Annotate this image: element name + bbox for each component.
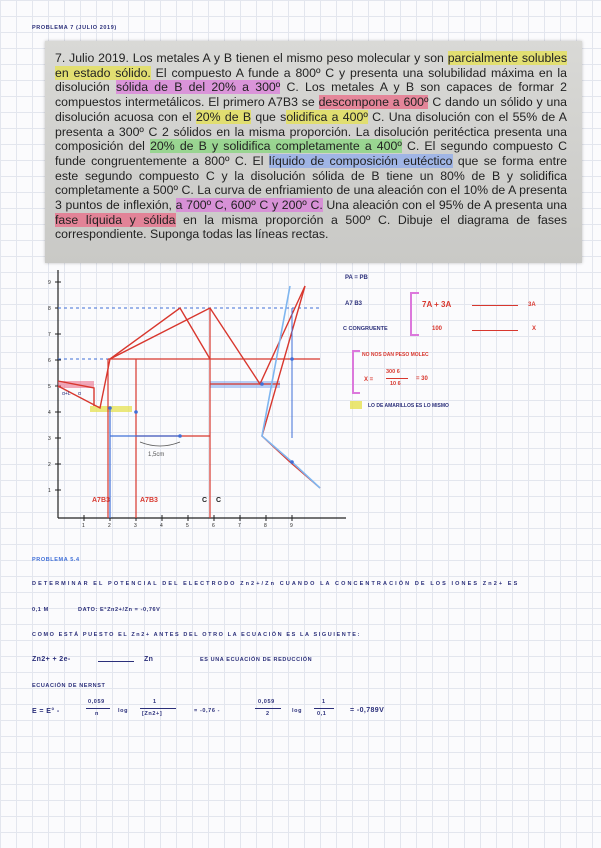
highlight-eutectic: líquido de composición eutéctico <box>268 153 453 168</box>
bracket-label: 1,5cm <box>148 452 165 458</box>
x-ticks <box>82 515 293 528</box>
y-tick-label: 3 <box>48 436 51 442</box>
step-frac-bar <box>314 708 334 709</box>
problem-text-part: C dando un sólido y una disolución acuosa con el <box>55 95 568 124</box>
y-tick-label: 7 <box>48 332 51 338</box>
x-tick-label: 4 <box>160 523 163 528</box>
region-alpha-label: α+L <box>62 391 71 397</box>
problem54-line1: DETERMINAR EL POTENCIAL DEL ELECTRODO Zn2+/Zn CUANDO LA CONCENTRACIÓN DE LOS IONES Zn2+ ES <box>32 581 520 587</box>
problem-text-part: El compuesto A funde a 800º C y presenta una solubilidad máxima en la disolución <box>55 65 568 95</box>
problem-text-part: C. Una disolución con el 55% de A presenta a 300º C 2 sólidos en la misma proporción. La disolución peritéctica presenta una composición del <box>55 109 567 154</box>
label-a7b3-2: A7B3 <box>140 497 158 504</box>
note-x: X <box>532 326 537 332</box>
x-tick-label: 9 <box>290 523 293 528</box>
note-x-eq: X = <box>364 377 374 383</box>
y-tick-label: 8 <box>48 306 51 312</box>
highlight-decompose: descompone a 600º <box>318 95 429 110</box>
problem-text-part: en la misma proporción a 500º C. Dibuje el diagrama de fases correspondiente. Suponga todas las líneas rectas. <box>55 212 567 242</box>
label-c-1: C <box>202 497 208 504</box>
step-frac-den: 0,1 <box>317 711 327 717</box>
highlight-peritectic: 20% de B y solidifica completamente a 400º <box>150 139 402 154</box>
nernst-lhs: E = E° - <box>32 708 60 715</box>
highlight-solidifica: olidifica a 400º <box>286 109 368 124</box>
x-tick-label: 2 <box>108 523 111 528</box>
problem-photo <box>45 41 582 263</box>
step-frac-num: 1 <box>322 699 326 705</box>
nernst-den: n <box>95 711 99 717</box>
step-den: 2 <box>266 711 270 717</box>
nernst-log: log <box>118 708 129 714</box>
highlight-partial-solubles: parcialmente solubles en estado sólido. <box>55 51 568 80</box>
problem-number: 7. Julio 2019. <box>55 51 129 65</box>
nernst-num: 0,059 <box>88 699 105 705</box>
y-tick-label: 6 <box>48 358 51 364</box>
page-header-title: PROBLEMA 7 (JULIO 2019) <box>32 25 117 31</box>
note-a7b3: A7 B3 <box>345 301 363 307</box>
y-tick-label: 4 <box>48 410 51 416</box>
highlight-fase: fase líquida y sólida <box>55 212 176 227</box>
x-tick-label: 3 <box>134 523 137 528</box>
x-tick-label: 8 <box>264 523 267 528</box>
pink-bracket-bottom <box>352 350 360 394</box>
step-num: 0,059 <box>258 699 275 705</box>
step-log: log <box>292 708 303 714</box>
nernst-frac-den: [Zn2+] <box>142 711 163 717</box>
y-tick-label: 1 <box>48 488 51 494</box>
x-tick-label: 7 <box>238 523 241 528</box>
reaction-left: Zn2+ + 2e- <box>32 656 71 663</box>
step-lhs: = -0,76 - <box>194 708 221 714</box>
problem-text <box>55 51 567 242</box>
highlight-inflexion: a 700º C, 600º C y 200º C. <box>175 198 323 213</box>
note-hundred: 100 <box>432 326 443 332</box>
nernst-frac-bar <box>140 708 176 709</box>
step-bar <box>255 708 281 709</box>
highlight-solid-solution: sólida de B del 20% a 300º <box>115 80 281 95</box>
y-tick-label: 2 <box>48 462 51 468</box>
y-tick-label: 5 <box>48 384 51 390</box>
note-eq: 7A + 3A <box>422 300 452 309</box>
problem54-line2a: 0,1 M <box>32 607 49 613</box>
result: = -0,789V <box>350 707 385 714</box>
yellow-swatch <box>350 401 362 409</box>
nernst-title: ECUACIÓN DE NERNST <box>32 683 106 689</box>
note-frac-den: 10 6 <box>390 381 401 387</box>
y-tick-label: 9 <box>48 280 51 286</box>
note-amarillos: LO DE AMARILLOS ES LO MISMO <box>368 403 449 409</box>
problem54-line3: COMO ESTÁ PUESTO EL Zn2+ ANTES DEL OTRO LA ECUACIÓN ES LA SIGUIENTE: <box>32 632 361 638</box>
problem54-line2b: DATO: E°Zn2+/Zn = -0,76V <box>78 607 161 613</box>
note-arrow-1 <box>472 305 518 306</box>
note-frac-num: 300 6 <box>386 369 400 375</box>
note-no-nos: NO NOS DAN PESO MOLEC <box>362 352 429 358</box>
note-pa-pb: PA = PB <box>345 275 368 281</box>
x-tick-label: 1 <box>82 523 85 528</box>
problem54-title: PROBLEMA 5.4 <box>32 557 80 563</box>
problem-text-part: Los metales A y B tienen el mismo peso molecular y son <box>128 51 448 65</box>
reaction-arrow <box>98 661 134 662</box>
problem-text-part: que s <box>251 109 287 124</box>
note-eq-result: 3A <box>528 302 536 308</box>
pink-bracket-top <box>410 292 419 336</box>
note-frac-res: = 30 <box>416 376 428 382</box>
phase-diagram <box>30 268 350 528</box>
bracket <box>140 442 180 446</box>
x-tick-label: 5 <box>186 523 189 528</box>
problem-text-part: C. Los metales A y B son capaces de formar 2 compuestos intermetálicos. El primero A7B3 se <box>55 80 567 110</box>
nernst-frac-num: 1 <box>153 699 157 705</box>
nernst-bar <box>86 708 110 709</box>
note-frac-bar <box>386 378 408 379</box>
note-arrow-2 <box>472 330 518 331</box>
problem-text-part: Una aleación con el 95% de A presenta una <box>322 198 567 213</box>
problem-text-part: que se forma entre este segundo compuesto C y la disolución sólida de B tiene un 80% de B y solidifica completamente a 500º C. La curva de enfriamiento de una aleación con el 10% de A presenta 3 puntos de inflexión, <box>55 153 567 213</box>
reaction-right: Zn <box>144 656 154 663</box>
region-alpha: α <box>78 391 81 397</box>
reaction-note: ES UNA ECUACIÓN DE REDUCCIÓN <box>200 657 313 663</box>
note-congruente: C CONGRUENTE <box>343 326 388 332</box>
highlight-20-b: 20% de B <box>195 109 252 124</box>
label-c-2: C <box>216 497 222 504</box>
problem-text-part: C. El segundo compuesto C funde congruentemente a 800º C. El <box>55 139 568 168</box>
red-liquidus <box>58 286 305 408</box>
x-tick-label: 6 <box>212 523 215 528</box>
label-a7b3-1: A7B3 <box>92 497 110 504</box>
